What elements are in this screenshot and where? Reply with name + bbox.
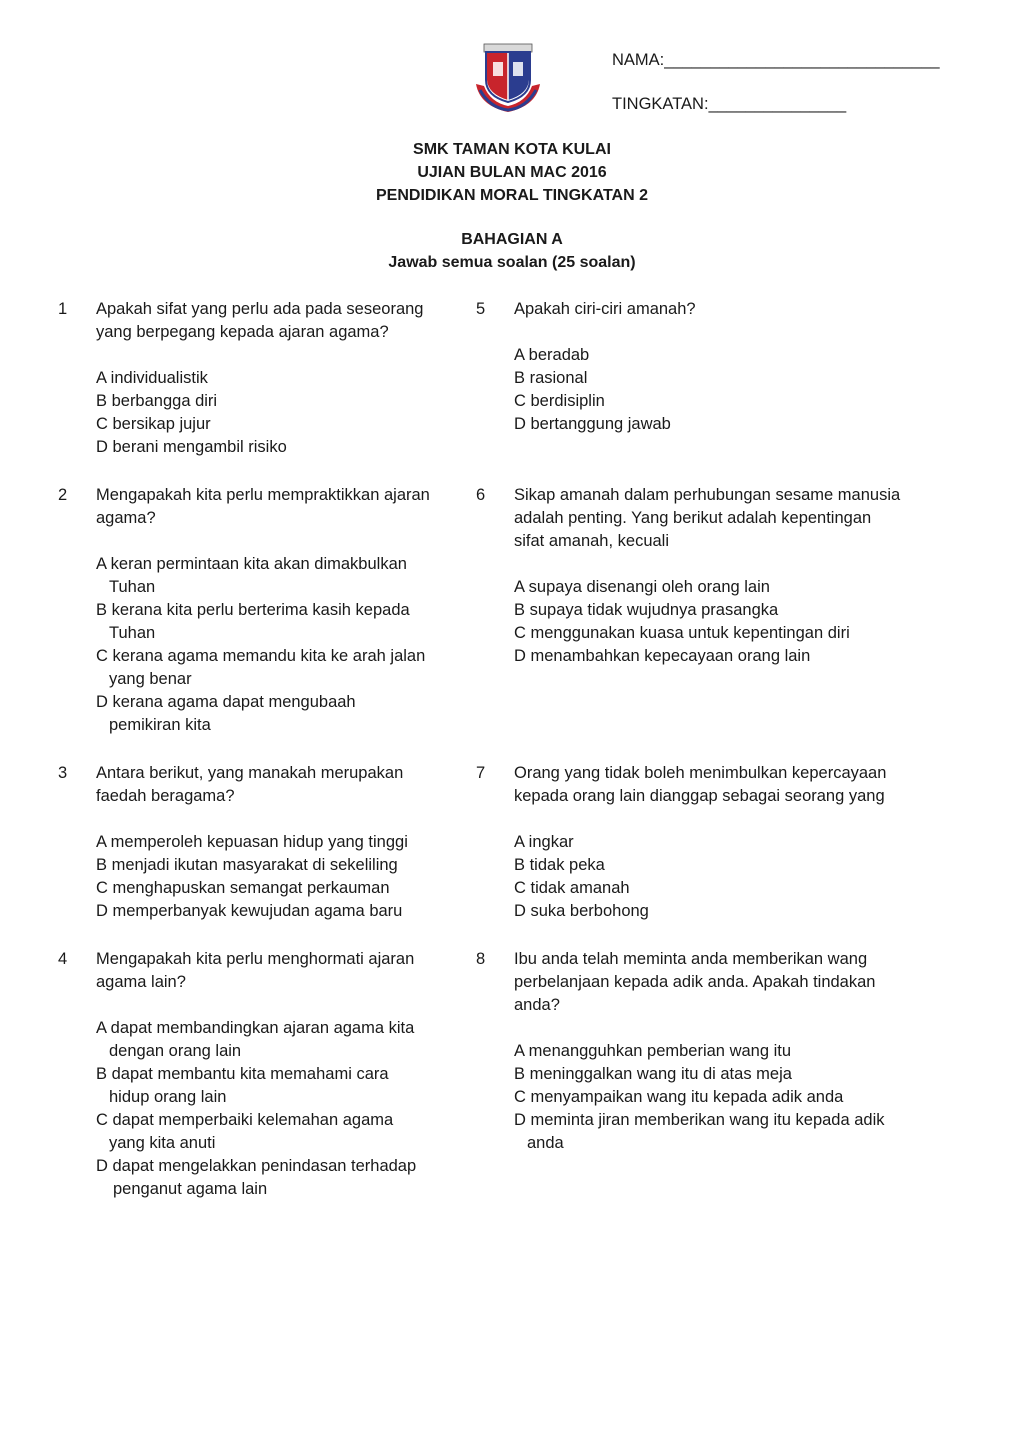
school-crest-logo [470, 40, 546, 114]
option-a: A dapat membandingkan ajaran agama kita [96, 1019, 415, 1037]
option-c: C dapat memperbaiki kelemahan agama [96, 1111, 394, 1129]
question-number: 1 [58, 300, 68, 318]
option-a: A supaya disenangi oleh orang lain [514, 578, 770, 596]
option-d: D memperbanyak kewujudan agama baru [96, 902, 403, 920]
question-text: perbelanjaan kepada adik anda. Apakah tindakan [514, 973, 876, 991]
option-d: D menambahkan kepecayaan orang lain [514, 647, 811, 665]
class-field [612, 94, 940, 138]
name-field [612, 50, 940, 94]
question-text: Ibu anda telah meminta anda memberikan wang [514, 950, 868, 968]
question-text: adalah penting. Yang berikut adalah kepentingan [514, 509, 872, 527]
name-line: ______________________________ [664, 51, 940, 69]
option-a-continued: dengan orang lain [109, 1042, 242, 1060]
option-c: C menggunakan kuasa untuk kepentingan diri [514, 624, 850, 642]
option-d-continued: anda [527, 1134, 564, 1152]
question-text: faedah beragama? [96, 787, 235, 805]
option-d: D suka berbohong [514, 902, 649, 920]
option-d: D bertanggung jawab [514, 415, 671, 433]
question-text: Apakah sifat yang perlu ada pada seseorang [96, 300, 424, 318]
question-number: 7 [476, 764, 486, 782]
question-number: 2 [58, 486, 68, 504]
option-d-continued: penganut agama lain [113, 1180, 268, 1198]
option-d: D meminta jiran memberikan wang itu kepada adik [514, 1111, 885, 1129]
option-a: A ingkar [514, 833, 574, 851]
option-c: C tidak amanah [514, 879, 630, 897]
exam-header [0, 138, 1024, 207]
question-text: Sikap amanah dalam perhubungan sesame manusia [514, 486, 901, 504]
section-title: BAHAGIAN A [461, 231, 563, 248]
option-c: C kerana agama memandu kita ke arah jalan [96, 647, 426, 665]
option-a: A memperoleh kepuasan hidup yang tinggi [96, 833, 408, 851]
question-number: 5 [476, 300, 486, 318]
class-line: _______________ [708, 95, 847, 113]
option-a: A menangguhkan pemberian wang itu [514, 1042, 792, 1060]
option-b-continued: Tuhan [109, 624, 156, 642]
option-d-continued: pemikiran kita [109, 716, 211, 734]
question-text: sifat amanah, kecuali [514, 532, 670, 550]
option-c: C menghapuskan semangat perkauman [96, 879, 390, 897]
option-b-continued: hidup orang lain [109, 1088, 227, 1106]
option-d: D dapat mengelakkan penindasan terhadap [96, 1157, 417, 1175]
question-text: Mengapakah kita perlu menghormati ajaran [96, 950, 415, 968]
option-b: B kerana kita perlu berterima kasih kepada [96, 601, 410, 619]
question-text: Apakah ciri-ciri amanah? [514, 300, 696, 318]
option-b: B meninggalkan wang itu di atas meja [514, 1065, 792, 1083]
option-c: C bersikap jujur [96, 415, 211, 433]
option-b: B tidak peka [514, 856, 605, 874]
option-b: B berbangga diri [96, 392, 218, 410]
subject-title: PENDIDIKAN MORAL TINGKATAN 2 [376, 187, 648, 204]
question-text: agama? [96, 509, 156, 527]
class-label: TINGKATAN: [612, 95, 709, 113]
question-text: Mengapakah kita perlu mempraktikkan ajaran [96, 486, 430, 504]
question-text: anda? [514, 996, 560, 1014]
option-c: C menyampaikan wang itu kepada adik anda [514, 1088, 844, 1106]
option-a: A beradab [514, 346, 590, 364]
question-text: Orang yang tidak boleh menimbulkan kepercayaan [514, 764, 887, 782]
option-d: D berani mengambil risiko [96, 438, 287, 456]
option-a-continued: Tuhan [109, 578, 156, 596]
exam-title: UJIAN BULAN MAC 2016 [417, 164, 607, 181]
question-number: 8 [476, 950, 486, 968]
option-b: B dapat membantu kita memahami cara [96, 1065, 389, 1083]
question-text: yang berpegang kepada ajaran agama? [96, 323, 389, 341]
question-text: Antara berikut, yang manakah merupakan [96, 764, 404, 782]
question-number: 3 [58, 764, 68, 782]
option-b: B menjadi ikutan masyarakat di sekeliling [96, 856, 398, 874]
section-header [0, 228, 1024, 274]
option-d: D kerana agama dapat mengubaah [96, 693, 356, 711]
option-c-continued: yang benar [109, 670, 192, 688]
student-info-fields [612, 50, 940, 138]
option-a: A keran permintaan kita akan dimakbulkan [96, 555, 407, 573]
option-b: B supaya tidak wujudnya prasangka [514, 601, 779, 619]
question-number: 6 [476, 486, 486, 504]
name-label: NAMA: [612, 51, 665, 69]
question-text: kepada orang lain dianggap sebagai seorang yang [514, 787, 885, 805]
question-number: 4 [58, 950, 68, 968]
option-b: B rasional [514, 369, 588, 387]
question-text: agama lain? [96, 973, 186, 991]
school-name: SMK TAMAN KOTA KULAI [413, 141, 611, 158]
option-c: C berdisiplin [514, 392, 605, 410]
option-a: A individualistik [96, 369, 208, 387]
option-c-continued: yang kita anuti [109, 1134, 216, 1152]
instruction-text: Jawab semua soalan (25 soalan) [388, 254, 636, 271]
